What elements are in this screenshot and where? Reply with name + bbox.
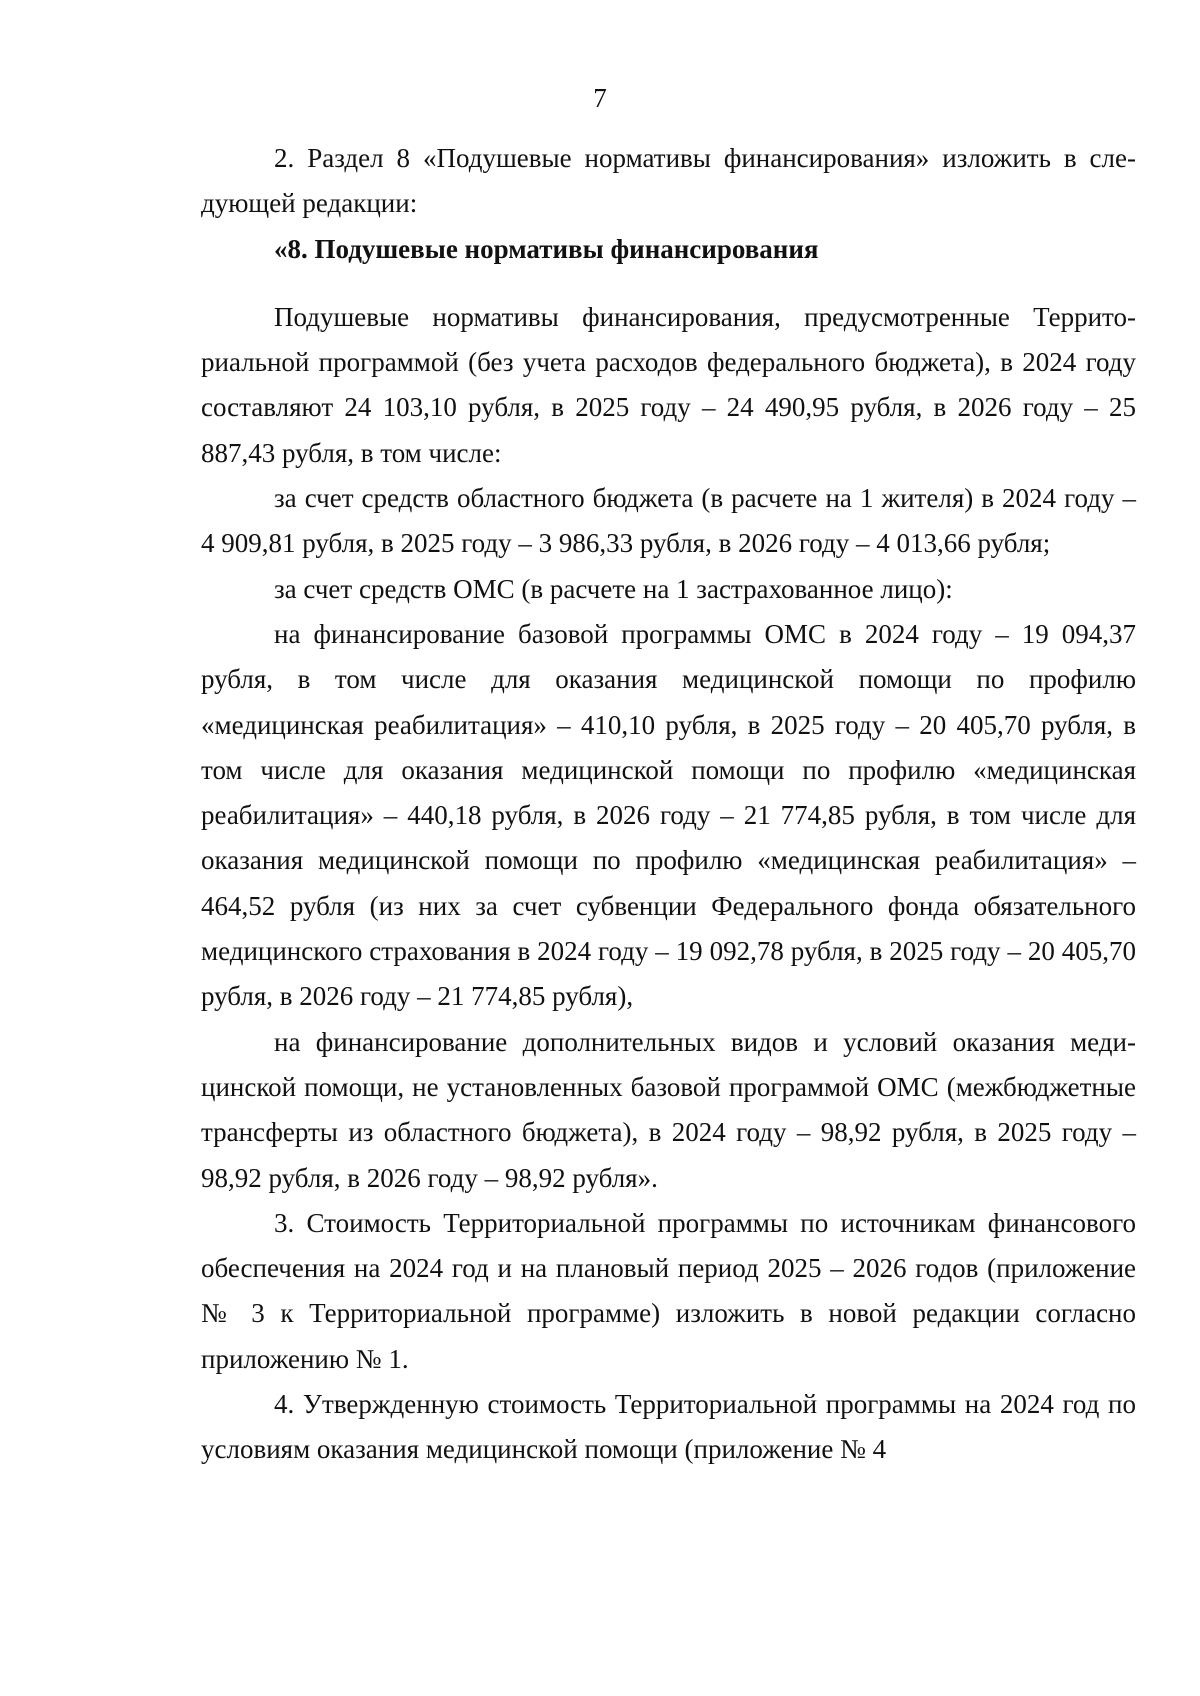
- paragraph-oms-intro: за счет средств ОМС (в расчете на 1 застрахованное лицо):: [274, 573, 953, 604]
- paragraph-item-4: 4. Утвержденную стоимость Территориальной программы на 2024 год по условиям оказания медицинской помощи (приложение № 4: [201, 1389, 1136, 1465]
- paragraph-item-3: 3. Стоимость Территориальной программы по источникам финансового обеспечения на 2024 год и на плановый период 2025 – 2026 годов (приложение № 3 к Территориальной программе) изложить в новой редакции согласно приложению № 1.: [201, 1207, 1136, 1374]
- paragraph-section-2-instruction: 2. Раздел 8 «Подушевые нормативы финансирования» изложить в следующей редакции:: [201, 143, 1136, 219]
- paragraph-per-capita-totals: Подушевые нормативы финансирования, предусмотренные Территориальной программой (без учета расходов федерального бюджета), в 2024 году составляют 24 103,10 рубля, в 2025 году – 24 490,95 рубля, в 2026 году – 25 887,43 рубля, в том числе:: [201, 301, 1136, 468]
- page-number: 7: [593, 83, 607, 113]
- paragraph-base-program: на финансирование базовой программы ОМС в 2024 году – 19 094,37 рубля, в том числе для оказания медицинской помощи по профилю «медицинская реабилитация» – 410,10 рубля, в 2025 году – 20 405,70 рубля, в том числе для оказания медицинской помощи по профилю «медицинская реабилитация» – 440,18 рубля, в 2026 году – 21 774,85 рубля, в том числе для оказания медицинской помощи по профилю «медицинская реабилитация» – 464,52 рубля (из них за счет субвенции Федерального фонда обязательного медицинского страхования в 2024 году – 19 092,78 рубля, в 2025 году – 20 405,70 рубля, в 2026 году – 21 774,85 рубля),: [201, 618, 1136, 1012]
- paragraph-regional-budget: за счет средств областного бюджета (в расчете на 1 жителя) в 2024 году – 4 909,81 рубля, в 2025 году – 3 986,33 рубля, в 2026 году – 4 013,66 рубля;: [201, 483, 1136, 559]
- document-body: [201, 136, 1136, 1473]
- section-heading: «8. Подушевые нормативы финансирования: [274, 233, 819, 264]
- paragraph-additional-types: на финансирование дополнительных видов и условий оказания медицинской помощи, не установленных базовой программой ОМС (межбюджетные трансферты из областного бюджета), в 2024 году – 98,92 рубля, в 2025 году – 98,92 рубля, в 2026 году – 98,92 рубля».: [201, 1026, 1136, 1193]
